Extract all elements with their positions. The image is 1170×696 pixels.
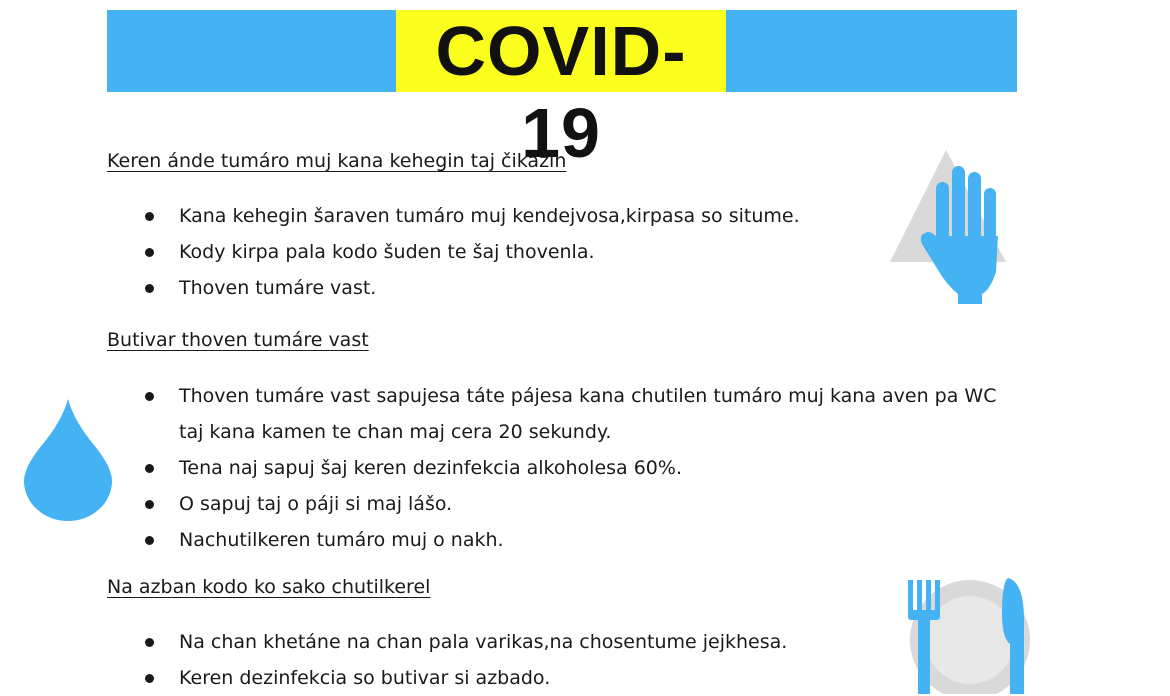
cutlery-plate-icon bbox=[900, 574, 1034, 694]
list-item: Nachutilkeren tumáro muj o nakh. bbox=[140, 522, 1020, 558]
section-heading-wash-hands: Butivar thoven tumáre vast bbox=[107, 329, 369, 351]
page-title: COVID-19 bbox=[396, 10, 726, 92]
list-item: Kody kirpa pala kodo šuden te šaj thovenla. bbox=[140, 234, 1020, 270]
section-list-shared-objects bbox=[140, 624, 1020, 696]
list-item: O sapuj taj o páji si maj lášo. bbox=[140, 486, 1020, 522]
glove-hand-icon bbox=[886, 144, 1010, 310]
list-item: Thoven tumáre vast sapujesa táte pájesa kana chutilen tumáro muj kana aven pa WC taj kana kamen te chan maj cera 20 sekundy. bbox=[140, 378, 1020, 450]
list-item: Tena naj sapuj šaj keren dezinfekcia alkoholesa 60%. bbox=[140, 450, 1020, 486]
section-heading-shared-objects: Na azban kodo ko sako chutilkerel bbox=[107, 576, 431, 598]
list-item: Thoven tumáre vast. bbox=[140, 270, 1020, 306]
list-item: Na chan khetáne na chan pala varikas,na chosentume jejkhesa. bbox=[140, 624, 1020, 660]
section-list-wash-hands bbox=[140, 378, 1020, 558]
water-drop-icon bbox=[22, 397, 114, 521]
list-item: Kana kehegin šaraven tumáro muj kendejvosa,kirpasa so situme. bbox=[140, 198, 1020, 234]
list-item: Keren dezinfekcia so butivar si azbado. bbox=[140, 660, 1020, 696]
section-heading-cover-face: Keren ánde tumáro muj kana kehegin taj čikázin bbox=[107, 150, 567, 172]
